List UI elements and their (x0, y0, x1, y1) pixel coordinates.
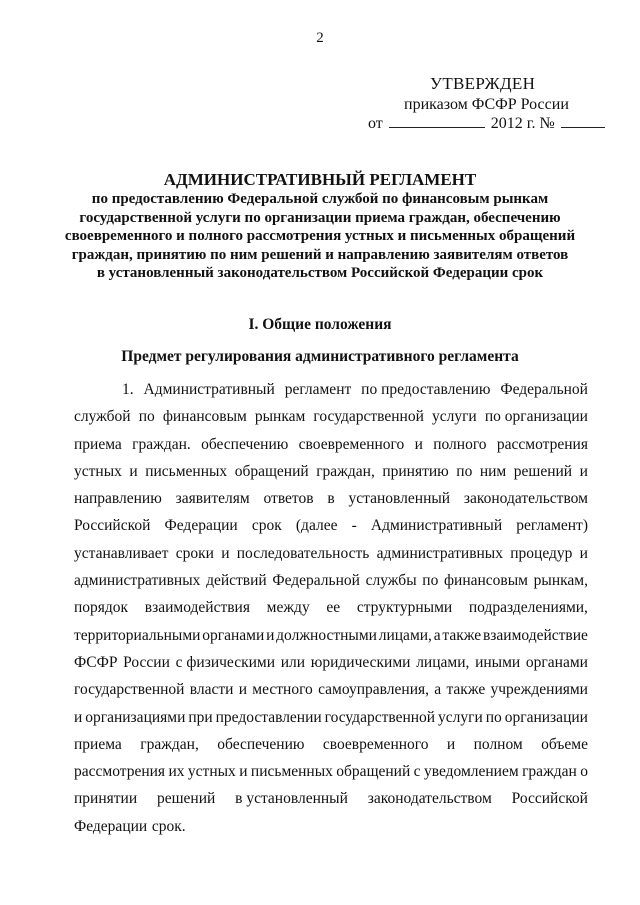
word: своевременного (298, 435, 405, 453)
word: принятии (74, 790, 138, 808)
paragraph-line (74, 403, 588, 430)
word: и (238, 681, 248, 699)
page-number: 2 (316, 30, 324, 46)
word: и (579, 544, 588, 562)
word: законодательством (463, 490, 588, 508)
word: структурными (356, 599, 453, 617)
word: финансовым (444, 572, 528, 590)
paragraph-line (74, 649, 588, 676)
subtitle-line: в установленный законодательством Российской Федерации срок (96, 265, 544, 281)
word: - (351, 517, 357, 535)
paragraph-line (74, 485, 588, 512)
word: установленный (348, 490, 451, 508)
subtitle-line: по предоставлению Федеральной службой по финансовым рынкам (91, 191, 549, 207)
word: и (414, 435, 423, 453)
paragraph-line (74, 813, 588, 840)
word: лицами, (378, 626, 432, 644)
word: в установленный (235, 790, 348, 808)
word: государственной (313, 408, 424, 426)
word: территориальными (74, 626, 201, 644)
word: срок (251, 517, 282, 535)
word: и (74, 708, 83, 726)
word: и (266, 626, 275, 644)
word: граждан, (140, 735, 199, 753)
paragraph-line (74, 512, 588, 539)
paragraph-line (74, 540, 588, 567)
word: принятию (382, 462, 449, 480)
word: решений (156, 790, 216, 808)
word: службы (365, 572, 417, 590)
word: Федеральной (500, 381, 588, 398)
subtitle-line: своевременного и полного рассмотрения устных и письменных обращений (64, 228, 576, 244)
word: с физическими (175, 653, 276, 671)
word: сроки (175, 544, 214, 562)
word: и (239, 763, 248, 781)
word: власти (189, 681, 234, 699)
word: рынкам (254, 408, 306, 426)
approval-title: УТВЕРЖДЕН (430, 74, 536, 93)
document-subtitle (60, 190, 580, 283)
word: объеме (541, 735, 588, 753)
word: Административный (370, 517, 503, 535)
paragraph-1 (74, 376, 588, 840)
word: 1. (122, 381, 134, 398)
word: органами (525, 653, 588, 671)
word: последовательность (236, 544, 370, 562)
word: и (446, 735, 456, 753)
word: полном (473, 735, 523, 753)
word: также (446, 681, 486, 699)
paragraph-line (74, 622, 588, 649)
word: устанавливает (74, 544, 169, 562)
paragraph-line (74, 376, 588, 403)
word: предоставлении (215, 708, 322, 726)
word: обращений (234, 462, 309, 480)
word: Федерации (74, 817, 148, 835)
word: организациями (85, 708, 186, 726)
word: Российской (74, 517, 151, 535)
word: административных (74, 572, 201, 590)
word: по организации (484, 408, 588, 426)
approval-year: 2012 г. № (490, 115, 555, 132)
word: с (413, 763, 421, 781)
subtitle-line: граждан, принятию по ним решений и направлению заявителям ответов (71, 246, 569, 263)
word: организации (504, 708, 588, 726)
word: рассмотрения (496, 435, 588, 453)
word: и (221, 544, 230, 562)
word: между (266, 599, 310, 617)
word: срок. (151, 817, 186, 835)
word: также (442, 626, 482, 644)
word: услуги (438, 708, 483, 726)
word: по (456, 462, 473, 480)
word: устных (74, 462, 122, 480)
paragraph-line (74, 704, 588, 731)
word: письменных (145, 462, 228, 480)
word: Федерации (164, 517, 238, 535)
paragraph-line (74, 458, 588, 485)
word: в (327, 490, 335, 508)
subtitle-line: государственной услуги по организации приема граждан, обеспечению (79, 209, 561, 226)
word: процедур (510, 544, 573, 562)
word: рынкам, (533, 572, 588, 590)
word: или (280, 653, 306, 671)
word: лицами, (416, 653, 470, 671)
word: взаимодействие (482, 626, 588, 644)
word: по (485, 708, 502, 726)
word: Федеральной (272, 572, 360, 590)
approval-order: приказом ФСФР России (404, 96, 569, 113)
word: обращений (336, 763, 411, 781)
word: местного (252, 681, 313, 699)
word: взаимодействия (144, 599, 250, 617)
word: регламент (284, 381, 352, 398)
word: письменных (250, 763, 333, 781)
word: а (434, 681, 442, 699)
word: обеспечению (201, 435, 289, 453)
word: своевременного (322, 735, 429, 753)
word: органами (202, 626, 265, 644)
word: Российской (511, 790, 588, 808)
word: полного (433, 435, 487, 453)
word: и (579, 462, 588, 480)
word: ее (326, 599, 341, 617)
word: приема (74, 735, 122, 753)
word: порядок (74, 599, 129, 617)
subsection-heading: Предмет регулирования административного регламента (121, 348, 519, 365)
word: услуги (431, 408, 477, 426)
paragraph-line (74, 431, 588, 458)
date-prefix: от (368, 115, 383, 132)
word: о (580, 763, 588, 781)
paragraph-line (74, 567, 588, 594)
word: ним (479, 462, 507, 480)
word: приема (74, 435, 122, 453)
word: регламент) (516, 517, 588, 535)
paragraph-line (74, 676, 588, 703)
word: самоуправления, (318, 681, 429, 699)
paragraph-line (74, 594, 588, 621)
handwritten-date (389, 127, 485, 128)
word: граждан (522, 763, 577, 781)
word: службой (74, 408, 131, 426)
word: решений (513, 462, 573, 480)
word: административных (376, 544, 503, 562)
word: по (138, 408, 155, 426)
word: устных (187, 763, 236, 781)
paragraph-line (74, 785, 588, 812)
word: государственной (324, 708, 436, 726)
handwritten-number (561, 127, 605, 128)
document-title: АДМИНИСТРАТИВНЫЙ РЕГЛАМЕНТ (163, 170, 477, 189)
word: а (433, 626, 441, 644)
word: обеспечению (217, 735, 305, 753)
word: уведомлением (423, 763, 519, 781)
word: рассмотрения (74, 763, 166, 781)
word: России (123, 653, 170, 671)
word: по предоставлению (361, 381, 491, 398)
word: их (168, 763, 185, 781)
word: финансовым (162, 408, 247, 426)
word: (далее (295, 517, 338, 535)
word: по (422, 572, 439, 590)
paragraph-line (74, 758, 588, 785)
section-heading: I. Общие положения (248, 316, 392, 333)
word: и (129, 462, 138, 480)
word: действий (206, 572, 267, 590)
word: Административный (143, 381, 275, 398)
word: при (188, 708, 213, 726)
word: направлению (74, 490, 162, 508)
word: ФСФР (74, 653, 118, 671)
word: граждан. (132, 435, 191, 453)
word: подразделениями, (468, 599, 588, 617)
word: должностными (276, 626, 377, 644)
word: законодательством (367, 790, 492, 808)
word: граждан, (316, 462, 375, 480)
approval-date-line (368, 115, 611, 133)
paragraph-line (74, 731, 588, 758)
word: заявителям (175, 490, 250, 508)
word: государственной (74, 681, 185, 699)
word: иными (475, 653, 521, 671)
word: учреждениями (490, 681, 588, 699)
word: юридическими (310, 653, 411, 671)
word: ответов (263, 490, 314, 508)
